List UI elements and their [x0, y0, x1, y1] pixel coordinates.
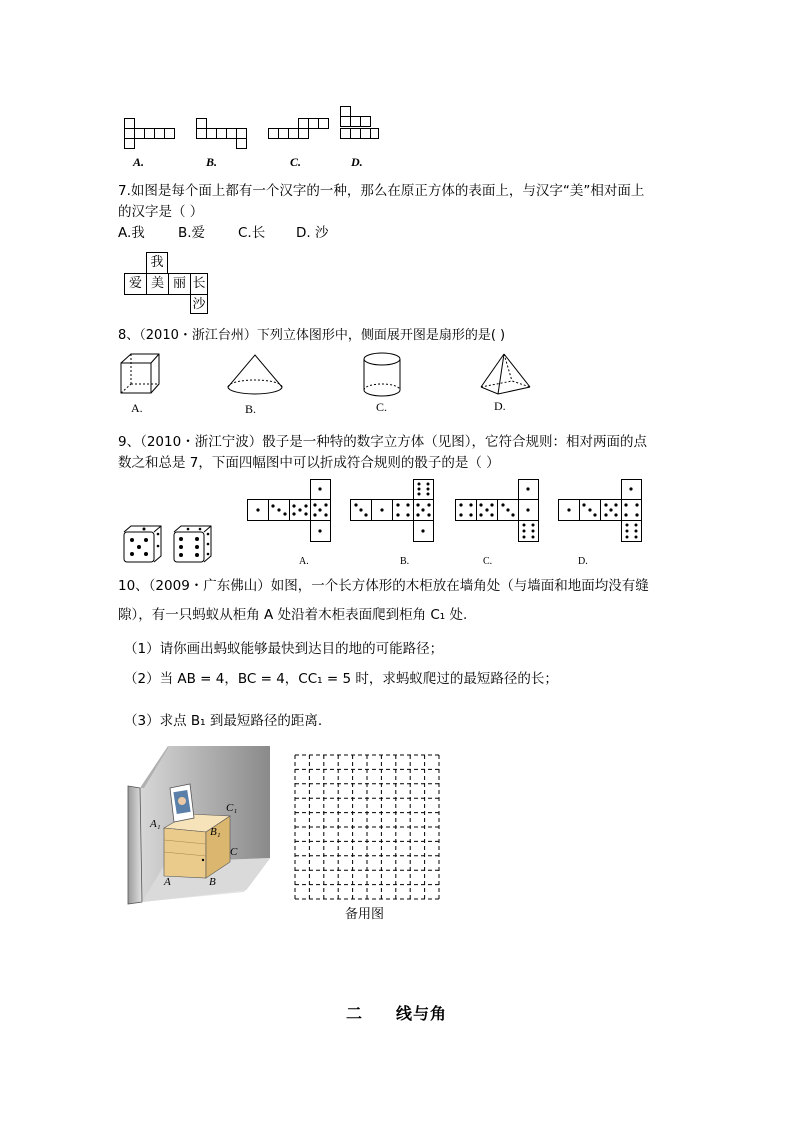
q9-option-a: A.	[299, 556, 309, 567]
q6-net-d	[340, 104, 380, 146]
q7-net-cell-wo: 我	[146, 252, 168, 274]
q9-option-c: C.	[483, 556, 493, 567]
q10-cabinet-illustration	[126, 744, 274, 904]
q6-option-c: C.	[290, 155, 302, 169]
q7-question-line1: 7.如图是每个面上都有一个汉字的一种，那么在原正方体的表面上，与汉字“美”相对面上	[118, 183, 645, 199]
q8-question: 8、（2010・浙江台州）下列立体图形中，侧面展开图是扇形的是( )	[118, 328, 506, 343]
q7-option-b: B.爱	[178, 225, 206, 241]
q6-option-d: D.	[351, 155, 363, 169]
q8-cone-figure	[226, 354, 286, 400]
q7-option-a: A.我	[118, 225, 145, 241]
q7-question-line2: 的汉字是（ ）	[118, 204, 204, 220]
label-c1: C₁	[226, 802, 238, 814]
label-b: B	[209, 876, 216, 888]
q9-option-b: B.	[400, 556, 410, 567]
q10-question-line1: 10、（2009・广东佛山）如图，一个长方体形的木柜放在墙角处（与墙面和地面均没有缝	[118, 578, 649, 594]
q10-subquestion-1: （1）请你画出蚂蚁能够最快到达目的地的可能路径；	[124, 641, 444, 657]
label-a: A	[164, 876, 171, 888]
q9-die-3d-2	[172, 524, 214, 566]
q9-net-d	[558, 479, 642, 543]
q9-net-a	[247, 479, 331, 543]
q8-option-d: D.	[494, 399, 506, 413]
q10-spare-grid	[294, 754, 442, 902]
q7-net-cell-ai: 爱	[124, 273, 147, 295]
q6-option-a: A.	[133, 155, 145, 169]
q8-option-a: A.	[131, 401, 143, 415]
q9-net-b	[350, 479, 434, 543]
q8-cylinder-figure	[362, 352, 404, 400]
q6-net-c	[268, 116, 330, 156]
q7-net-cell-sha: 沙	[190, 294, 208, 314]
q7-option-c: C.长	[238, 225, 266, 241]
q10-subquestion-2: （2）当 AB = 4，BC = 4，CC₁ = 5 时，求蚂蚁爬过的最短路径的长；	[124, 671, 558, 687]
label-b1: B₁	[210, 826, 221, 838]
q9-question-line1: 9、（2010・浙江宁波）骰子是一种特的数字立方体（见图），它符合规则：相对两面的点	[118, 434, 647, 450]
q9-die-3d-1	[122, 524, 164, 566]
q9-net-c	[455, 479, 539, 543]
label-a1: A₁	[150, 818, 161, 830]
q8-pyramid-figure	[478, 353, 534, 397]
section-number: 二	[346, 1004, 364, 1023]
q8-cube-figure	[118, 353, 162, 399]
section-title: 线与角	[396, 1004, 448, 1023]
q6-net-a	[124, 116, 176, 156]
q7-net-cell-chang: 长	[190, 273, 208, 295]
q9-option-d: D.	[578, 556, 588, 567]
q7-net-cell-mei: 美	[146, 273, 169, 295]
q7-net-cell-li: 丽	[168, 273, 191, 295]
q10-question-line2: 隙），有一只蚂蚁从柜角 A 处沿着木柜表面爬到柜角 C₁ 处.	[118, 607, 468, 623]
q8-option-c: C.	[376, 400, 388, 414]
q7-option-d: D. 沙	[296, 225, 329, 241]
q10-subquestion-3: （3）求点 B₁ 到最短路径的距离.	[124, 713, 323, 729]
q10-spare-grid-caption: 备用图	[345, 907, 385, 922]
q6-net-b	[196, 116, 248, 156]
q6-option-b: B.	[206, 155, 218, 169]
q8-option-b: B.	[245, 402, 257, 416]
q9-question-line2: 数之和总是 7，下面四幅图中可以折成符合规则的骰子的是（ ）	[118, 455, 500, 471]
label-c: C	[230, 846, 238, 858]
